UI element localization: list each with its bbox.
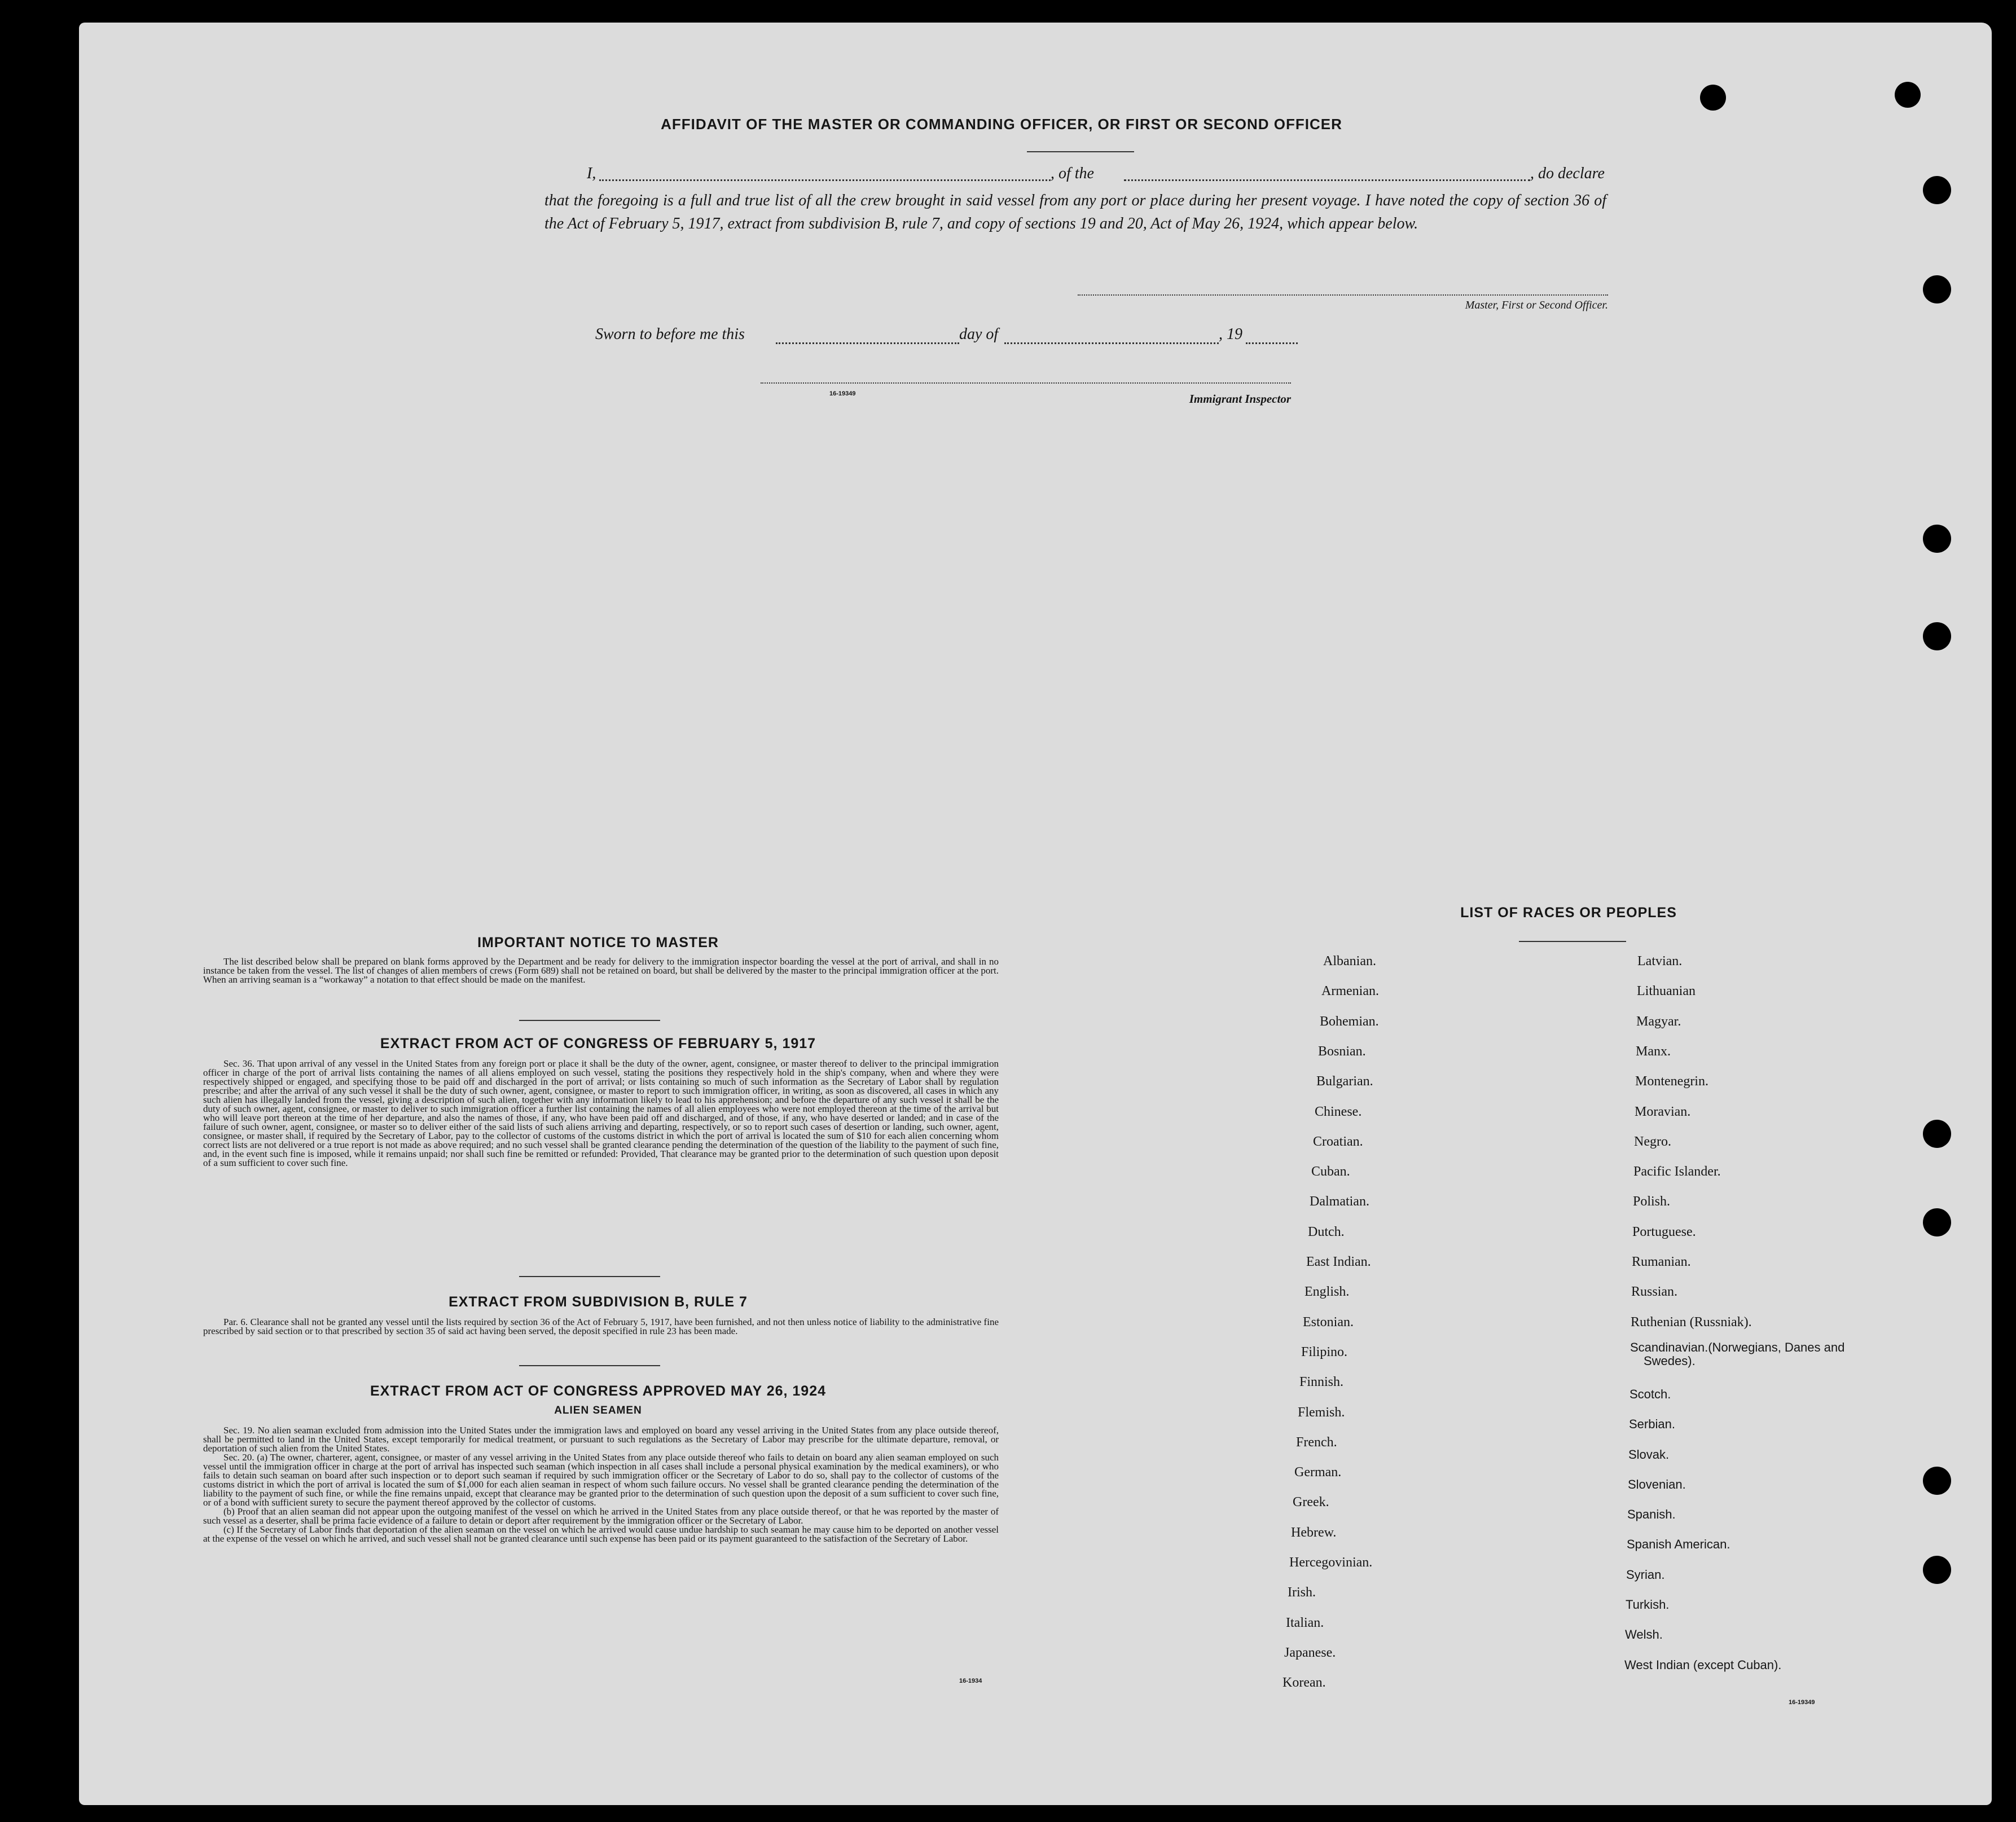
extract-1924-title: EXTRACT FROM ACT OF CONGRESS APPROVED MAY 26, 1924 [370,1383,827,1399]
race-list-item: Croatian. [1313,1134,1363,1149]
race-list-item: Negro. [1634,1134,1671,1149]
punch-hole [1923,1556,1951,1584]
of-the-label: , of the [1051,165,1094,182]
sworn-label: Sworn to before me this [595,325,745,343]
race-list-item: Rumanian. [1632,1255,1691,1269]
divider [1027,151,1134,152]
section-20b-paragraph: (b) Proof that an alien seaman did not appear upon the outgoing manifest of the vessel on which he arrived in the United States from any place outside thereof, or that he was reported by the master of such vessel as a deserter, shall be prima facie evidence of a failure to detain or deport after requirement by the immigration officer or the Secretary of Labor. [203,1506,999,1526]
race-list-item: Dutch. [1308,1224,1345,1239]
race-list-item: Scandinavian.(Norwegians, Danes and Swedes). [1630,1340,1845,1368]
race-list-item: Montenegrin. [1635,1074,1708,1089]
race-list-item: Polish. [1633,1194,1671,1209]
race-list-item: French. [1296,1434,1337,1450]
divider [519,1365,660,1366]
race-list-item: Estonian. [1303,1314,1354,1330]
section-19-paragraph: Sec. 19. No alien seaman excluded from admission into the United States under the immigration laws and employed on board any vessel arriving in the United States from any place outside thereof, shall be permitted to land in the United States, except temporarily for medical treatment, or pursuant to such regulations as the Secretary of Labor may prescribe for the ultimate departure, removal, or deportation of such alien from the United States. [203,1425,999,1454]
extract-1924-subtitle: ALIEN SEAMEN [554,1405,642,1416]
do-declare-label: , do declare [1530,165,1605,182]
race-list-item: Bulgarian. [1316,1074,1373,1089]
form-number: 16-1934 [959,1678,982,1684]
extract-1924-body [203,1426,999,1543]
extract-rule7-body: Par. 6. Clearance shall not be granted any vessel until the lists required by section 36 of the Act of February 5, 1917, have been furnished, and not then unless notice of liability to the administrative fine prescribed by said section or to that prescribed by section 35 of said act having been served, the deposit specified in rule 23 has been made. [203,1317,999,1336]
race-list-item: Welsh. [1625,1627,1663,1642]
extract-1917-title: EXTRACT FROM ACT OF CONGRESS OF FEBRUARY 5, 1917 [380,1036,816,1051]
divider [1519,941,1626,942]
section-20c-paragraph: (c) If the Secretary of Labor finds that deportation of the alien seaman on the vessel on which he arrived would cause undue hardship to such seaman he may cause him to be deported on another vessel at the expense of the vessel on which he arrived, and such vessel shall not be granted clearance until such expense has been paid or its payment guaranteed to the satisfaction of the Secretary of Labor. [203,1524,999,1544]
race-list-item: Scotch. [1630,1387,1671,1401]
race-list-item: Korean. [1282,1675,1326,1691]
inspector-caption: Immigrant Inspector [1189,392,1291,406]
extract-rule7-title: EXTRACT FROM SUBDIVISION B, RULE 7 [449,1294,748,1310]
race-list-item: Turkish. [1626,1597,1670,1612]
form-number: 16-19349 [1789,1699,1815,1706]
divider [519,1020,660,1021]
race-list-item: Portuguese. [1632,1224,1696,1239]
race-list-item: Ruthenian (Russniak). [1631,1314,1752,1330]
race-list-item: Latvian. [1637,954,1683,969]
race-list-item: Bosnian. [1318,1044,1366,1059]
day-of-label: day of [959,325,999,343]
race-list-item: Manx. [1636,1044,1671,1059]
notice-body: The list described below shall be prepared on blank forms approved by the Department and be ready for delivery to the immigration inspector boarding the vessel at the port of arrival, and shall in no instance be taken from the vessel. The list of changes of alien members of crews (Form 689) shall not be retained on board, but shall be delivered by the master to the principal immigration officer at the port. When an arriving seaman is a “workaway” a notation to that effect should be made on the manifest. [203,956,999,985]
race-list-item: Flemish. [1298,1405,1345,1420]
vessel-field[interactable] [1124,179,1530,181]
form-number: 16-19349 [829,390,856,397]
race-list-item: Slovak. [1628,1447,1670,1462]
punch-hole [1700,85,1726,111]
punch-hole [1923,1467,1951,1495]
punch-hole [1923,1120,1951,1148]
race-list-item: Hercegovinian. [1289,1555,1373,1570]
race-list-item: Pacific Islander. [1633,1164,1721,1180]
divider [519,1276,660,1277]
race-list-item: Italian. [1286,1615,1324,1630]
race-list-item: Chinese. [1315,1104,1362,1119]
i-label: I, [587,165,596,182]
punch-hole [1923,525,1951,553]
race-list-item: East Indian. [1306,1255,1371,1269]
race-list-item: Lithuanian [1637,984,1696,999]
month-field[interactable] [1004,342,1219,344]
race-list-item: Finnish. [1299,1375,1344,1390]
year-label: , 19 [1219,325,1242,343]
section-20a-paragraph: Sec. 20. (a) The owner, charterer, agent, consignee, or master of any vessel arriving in the United States from any place outside thereof who fails to detain on board any alien seaman employed on such vessel until the immigration officer in charge at the port of arrival has inspected such seaman (which inspection in all cases shall include a personal physical examination by the medical examiners), or who fails to detain such seaman on board after such inspection or to deport such seaman if required by such immigration officer or the Secretary of Labor to do so, shall pay to the collector of customs of the customs district in which the port of arrival is located the sum of $1,000 for each alien seaman in respect of whom such failure occurs. No vessel shall be granted clearance pending the determination of the liability to the payment of such fine, or while the fine remains unpaid, except that clearance may be granted prior to the determination of such question upon the deposit of a sum sufficient to cover such fine, or of a bond with sufficient surety to secure the payment thereof approved by the collector of customs. [203,1452,999,1508]
race-list-item: Dalmatian. [1310,1194,1369,1209]
race-list-item: Serbian. [1629,1417,1675,1432]
day-field[interactable] [776,342,959,344]
race-list-item: Japanese. [1284,1645,1336,1660]
inspector-signature-line[interactable] [761,382,1291,384]
race-list-item: Irish. [1288,1585,1316,1600]
punch-hole [1923,622,1951,650]
race-list-item: German. [1294,1465,1342,1480]
punch-hole [1923,176,1951,204]
race-list-item: Magyar. [1636,1014,1681,1029]
race-list-item: Bohemian. [1320,1014,1379,1029]
race-list-item: Cuban. [1311,1164,1350,1180]
name-field[interactable] [599,179,1051,181]
extract-1917-body: Sec. 36. That upon arrival of any vessel in the United States from any foreign port or place it shall be the duty of the owner, agent, consignee, or master thereof to deliver to the principal immigration officer in charge of the port of arrival lists containing the names of all aliens employed on such vessel, stating the positions they respectively hold in the ship's company, when and where they were respectively shipped or engaged, and specifying those to be paid off and discharged in the port of arrival; or lists containing so much of such information as the Secretary of Labor shall by regulation prescribe; and after the arrival of any such vessel it shall be the duty of such owner, agent, consignee, or master to report to such immigration officer, in writing, as soon as discovered, all cases in which any such alien has illegally landed from the vessel, giving a description of such alien, together with any information likely to lead to his apprehension; and before the departure of any such vessel it shall be the duty of such owner, agent, consignee, or master to deliver to such immigration officer a further list containing the names of all alien employees who were not employed thereon at the time of the arrival but who will leave port thereon at the time of her departure, and also the names of those, if any, who have been paid off and discharged, and of those, if any, who have deserted or landed; and in case of the failure of such owner, agent, consignee, or master so to deliver either of the said lists of such aliens arriving and departing, respectively, or so to report such cases of desertion or landing, such owner, agent, consignee, or master shall, if required by the Secretary of Labor, pay to the collector of customs of the customs district in which the port of arrival is located the sum of $10 for each alien concerning whom correct lists are not delivered or a true report is not made as above required; and no such vessel shall be granted clearance pending the determination of the question of the liability to the payment of such fine, and, in the event such fine is imposed, while it remains unpaid; nor shall such fine be remitted or refunded: Provided, That clearance may be granted prior to the determination of such question upon deposit of a sum sufficient to cover such fine. [203,1058,999,1168]
race-list-item: Armenian. [1321,984,1379,999]
punch-hole [1895,82,1921,108]
race-list-item: Greek. [1293,1495,1329,1510]
race-list-item: Russian. [1631,1284,1678,1300]
year-field[interactable] [1246,342,1298,344]
notice-title: IMPORTANT NOTICE TO MASTER [477,935,719,950]
affidavit-title: AFFIDAVIT OF THE MASTER OR COMMANDING OFFICER, OR FIRST OR SECOND OFFICER [661,116,1342,133]
affidavit-body: that the foregoing is a full and true list of all the crew brought in said vessel from any port or place during her present voyage. I have noted the copy of section 36 of the Act of February 5, 1917, extract from subdivision B, rule 7, and copy of sections 19 and 20, Act of May 26, 1924, which appear below. [544,192,1606,232]
race-list-item: Hebrew. [1291,1525,1337,1540]
punch-hole [1923,275,1951,303]
races-title: LIST OF RACES OR PEOPLES [1460,905,1677,921]
race-list-item: Syrian. [1626,1567,1665,1582]
punch-hole [1923,1208,1951,1236]
race-list-item: Filipino. [1301,1344,1348,1359]
race-list-item: Moravian. [1635,1104,1691,1119]
race-list-item: Spanish. [1627,1507,1676,1522]
race-list-item: Spanish American. [1627,1537,1730,1552]
race-list-item: English. [1305,1284,1350,1300]
race-list-item: West Indian (except Cuban). [1624,1657,1782,1672]
master-signature-line[interactable] [1078,294,1608,296]
race-list-item: Albanian. [1323,954,1376,969]
signature-caption: Master, First or Second Officer. [1465,299,1608,311]
race-list-item: Slovenian. [1628,1477,1686,1491]
